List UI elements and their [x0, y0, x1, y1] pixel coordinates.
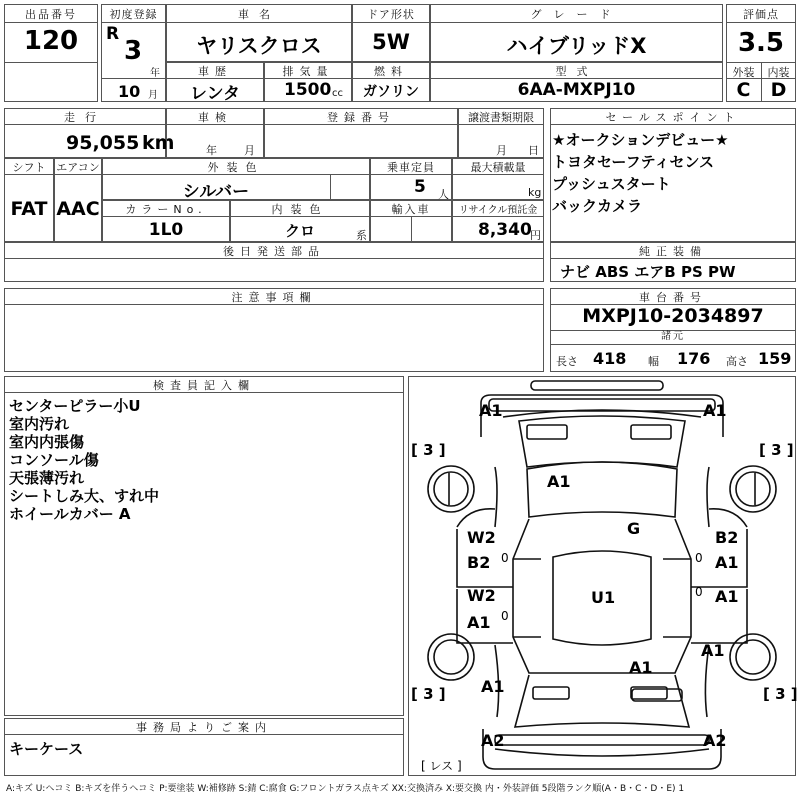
score-label: 評価点 — [743, 8, 779, 21]
int-color-label: 内装色 — [271, 203, 329, 216]
first-reg-month: 10 — [118, 82, 141, 101]
zero-right-front: 0 — [695, 551, 703, 565]
mark-right-front-door-top: B2 — [715, 528, 739, 547]
dims-label: 諸元 — [661, 331, 685, 342]
mark-rear-left: A2 — [481, 731, 505, 750]
transfer-label: 譲渡書類期限 — [468, 111, 534, 124]
model-value: 6AA-MXPJ10 — [517, 80, 636, 100]
sales-points-label: セールスポイント — [605, 111, 741, 124]
lot-number: 120 — [23, 26, 79, 56]
inspection-label: 車検 — [198, 111, 232, 124]
tire-front-left: [ 3 ] — [411, 441, 446, 459]
inspector-label: 検査員記入欄 — [153, 379, 255, 392]
car-outline — [409, 377, 795, 775]
capacity-label: 乗車定員 — [387, 161, 435, 174]
width-label: 幅 — [648, 355, 659, 368]
ext-score: C — [736, 79, 751, 101]
recycle-unit: 円 — [530, 229, 541, 242]
inspector-item-4: コンソール傷 — [9, 451, 99, 469]
tire-rear-left: [ 3 ] — [411, 685, 446, 703]
first-reg-year: 3 — [124, 36, 143, 66]
first-reg-era: R — [106, 24, 120, 44]
ext-color-label: 外装色 — [207, 161, 265, 174]
later-parts-label: 後日発送部品 — [223, 245, 325, 258]
door-label: ドア形状 — [367, 8, 415, 21]
history-label: 車歴 — [198, 65, 232, 78]
mileage-unit: km — [142, 132, 175, 154]
mark-right-front-door-bottom: A1 — [715, 553, 739, 572]
sales-point-2: トヨタセーフティセンス — [552, 153, 715, 171]
fuel-label: 燃料 — [374, 65, 408, 78]
damage-diagram — [408, 376, 796, 776]
first-reg-label: 初度登録 — [109, 8, 158, 21]
car-name: ヤリスクロス — [196, 34, 322, 58]
ext-color-value: シルバー — [182, 182, 250, 202]
equipment-value: ナビ ABS エアB PS PW — [560, 263, 736, 281]
spare-tire: [ レス ] — [421, 759, 462, 773]
displacement-value: 1500 — [284, 80, 332, 100]
displacement-label: 排気量 — [282, 65, 334, 78]
tire-rear-right: [ 3 ] — [763, 685, 798, 703]
aircon-value: AAC — [56, 198, 100, 220]
color-no-label: カラーNo. — [125, 203, 207, 216]
mileage-label: 走行 — [64, 111, 106, 124]
mark-rear-right: A2 — [703, 731, 727, 750]
capacity-unit: 人 — [438, 188, 449, 201]
grade-label: グレード — [530, 8, 623, 21]
mark-front-right: A1 — [703, 401, 727, 420]
equipment-label: 純正装備 — [639, 245, 707, 258]
length-label: 長さ — [556, 355, 578, 368]
inspector-item-5: 天張薄汚れ — [9, 469, 85, 487]
mark-left-front-door-top: W2 — [467, 528, 496, 547]
mark-left-rear-door-top: W2 — [467, 586, 496, 605]
chassis-value: MXPJ10-2034897 — [582, 305, 764, 327]
shift-value: FAT — [10, 198, 48, 220]
inspector-item-1: センターピラー小U — [9, 397, 141, 415]
mark-windshield: A1 — [547, 472, 571, 491]
transfer-day-unit: 日 — [528, 144, 539, 157]
length-value: 418 — [593, 349, 627, 368]
zero-left-front: 0 — [501, 551, 509, 565]
inspector-item-7: ホイールカバー A — [9, 505, 131, 523]
mark-right-rear-quarter: A1 — [701, 641, 725, 660]
import-label: 輸入車 — [391, 203, 431, 216]
sales-point-3: プッシュスタート — [552, 175, 671, 193]
int-score: D — [770, 79, 787, 101]
mark-right-rear-door: A1 — [715, 587, 739, 606]
tire-front-right: [ 3 ] — [759, 441, 794, 459]
aircon-label: エアコン — [56, 161, 100, 174]
inspector-item-6: シートしみ大、すれ中 — [9, 487, 160, 505]
grade-value: ハイブリッドX — [506, 34, 647, 58]
zero-right-rear: 0 — [695, 585, 703, 599]
int-color-value: クロ — [284, 222, 315, 240]
shift-label: シフト — [12, 161, 46, 174]
history-value: レンタ — [190, 84, 240, 104]
office-value: キーケース — [9, 740, 84, 758]
lot-label: 出品番号 — [25, 8, 77, 21]
month-unit: 月 — [148, 90, 158, 101]
mark-front-left: A1 — [479, 401, 503, 420]
cc-unit: cc — [332, 88, 343, 99]
mark-left-rear-quarter: A1 — [481, 677, 505, 696]
notes-label: 注意事項欄 — [231, 291, 317, 304]
mark-roof: U1 — [591, 588, 616, 607]
year-unit: 年 — [150, 68, 160, 79]
inspection-month-unit: 月 — [244, 144, 255, 157]
model-label: 型式 — [555, 65, 598, 78]
mileage-value: 95,055 — [66, 132, 140, 154]
capacity-value: 5 — [414, 177, 426, 197]
legend: A:キズ U:ヘコミ B:キズを伴うヘコミ P:要塗装 W:補修跡 S:錆 C:腐食 G:フロントガラス点キズ XX:交換済み X:要交換 内・外装評価 5段階ランク順(A・B・C・D・E) 1 — [6, 784, 685, 794]
height-value: 159 — [758, 349, 792, 368]
office-label: 事務局よりご案内 — [136, 721, 272, 734]
ext-score-label: 外装 — [732, 66, 755, 79]
sales-point-1: ★オークションデビュー★ — [552, 131, 729, 149]
mark-rear-glass: A1 — [629, 658, 653, 677]
mark-glass: G — [627, 519, 641, 538]
plate-label: 登録番号 — [327, 111, 395, 124]
sales-point-4: バックカメラ — [552, 197, 643, 215]
inspector-item-2: 室内汚れ — [9, 415, 70, 433]
transfer-month-unit: 月 — [496, 144, 507, 157]
mark-left-front-door-bottom: B2 — [467, 553, 491, 572]
height-label: 高さ — [726, 355, 748, 368]
mark-left-rear-door-bottom: A1 — [467, 613, 491, 632]
door-value: 5W — [372, 30, 410, 54]
max-load-label: 最大積載量 — [470, 161, 526, 174]
car-name-label: 車名 — [238, 8, 280, 21]
width-value: 176 — [677, 349, 711, 368]
color-no-value: 1L0 — [148, 220, 184, 240]
int-score-label: 内装 — [767, 66, 790, 79]
max-load-unit: kg — [528, 186, 542, 199]
inspector-item-3: 室内内張傷 — [9, 433, 85, 451]
score-value: 3.5 — [737, 28, 785, 58]
fuel-value: ガソリン — [363, 84, 419, 100]
zero-left-rear: 0 — [501, 609, 509, 623]
int-color-unit: 系 — [356, 229, 367, 242]
recycle-value: 8,340 — [478, 220, 532, 240]
chassis-label: 車台番号 — [639, 291, 707, 304]
recycle-label: リサイクル預託金 — [458, 205, 538, 216]
inspection-year-unit: 年 — [206, 144, 217, 157]
